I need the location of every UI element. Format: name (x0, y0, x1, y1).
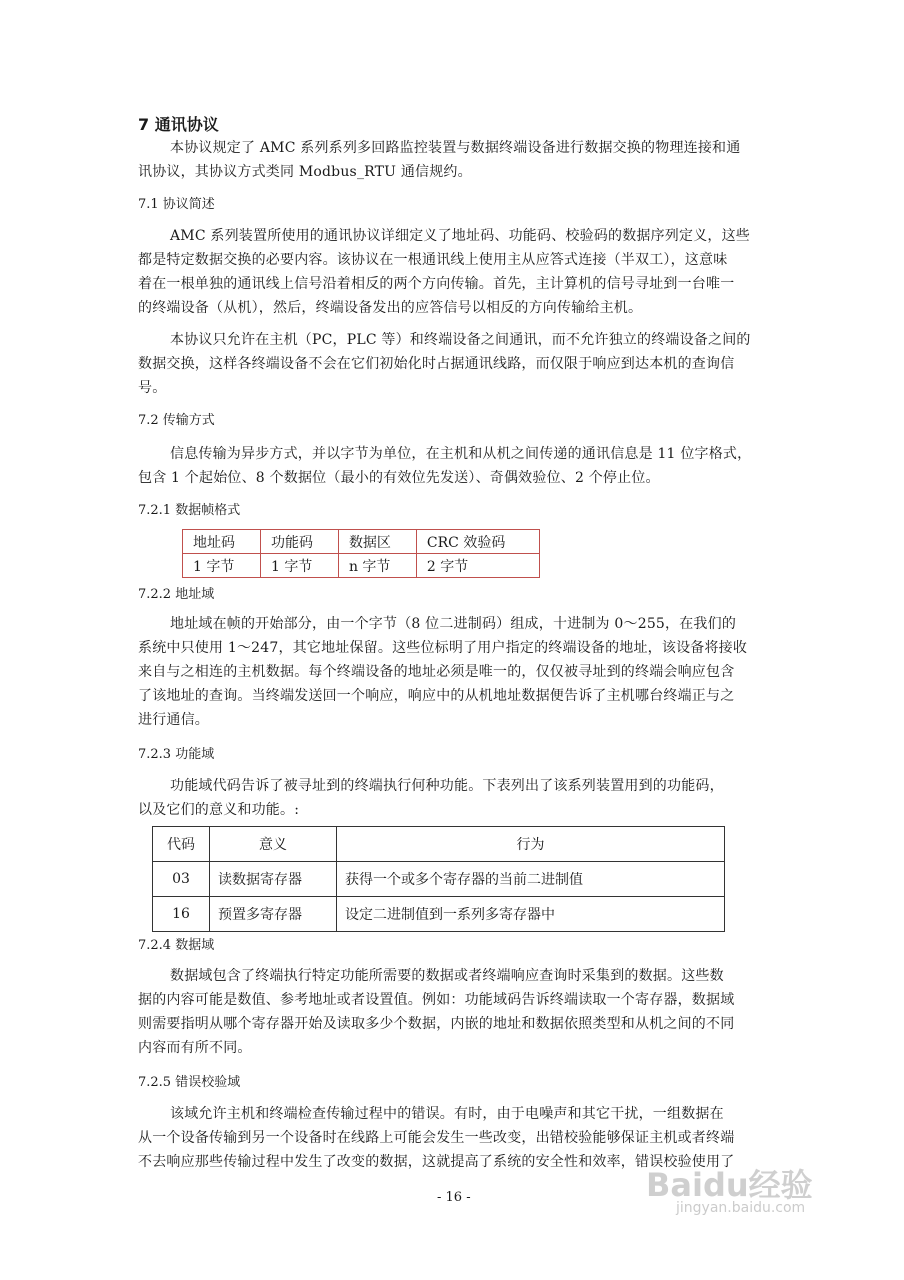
paragraph-line: 的终端设备（从机），然后，终端设备发出的应答信号以相反的方向传输给主机。 (138, 300, 643, 316)
table-cell: 地址码 (183, 530, 261, 554)
table-cell: 2 字节 (416, 554, 539, 578)
table-row (183, 554, 540, 578)
section-7-2-title: 7.2 传输方式 (138, 413, 215, 428)
table-cell: 读数据寄存器 (210, 862, 337, 897)
table-cell: CRC 效验码 (416, 530, 539, 554)
table-header-row (153, 827, 725, 862)
paragraph-line: 包含 1 个起始位、8 个数据位（最小的有效位先发送）、奇偶效验位、2 个停止位。 (138, 470, 660, 486)
frame-format-table (182, 529, 540, 578)
table-cell: n 字节 (338, 554, 416, 578)
paragraph-line: 都是特定数据交换的必要内容。该协议在一根通讯线上使用主从应答式连接（半双工），这意味 (138, 252, 728, 268)
section-7-2-2-title: 7.2.2 地址域 (138, 587, 215, 602)
paragraph-line: 内容而有所不同。 (138, 1040, 252, 1056)
paragraph-line: AMC 系列装置所使用的通讯协议详细定义了地址码、功能码、校验码的数据序列定义，这些 (170, 228, 751, 244)
paragraph-line: 本协议规定了 AMC 系列系列多回路监控装置与数据终端设备进行数据交换的物理连接和通 (170, 140, 741, 156)
watermark-url: jingyan.baidu.com (676, 1200, 806, 1216)
paragraph-line: 则需要指明从哪个寄存器开始及读取多少个数据，内嵌的地址和数据依照类型和从机之间的不同 (138, 1016, 735, 1032)
section-7-2-1-title: 7.2.1 数据帧格式 (138, 503, 241, 518)
table-cell: 代码 (153, 827, 210, 862)
table-cell: 行为 (337, 827, 725, 862)
section-7-2-4-title: 7.2.4 数据域 (138, 938, 215, 953)
paragraph-line: 不去响应那些传输过程中发生了改变的数据，这就提高了系统的安全性和效率，错误校验使用了 (138, 1154, 735, 1170)
section-7-title: 7 通讯协议 (138, 115, 219, 134)
paragraph-line: 以及它们的意义和功能。: (138, 802, 300, 818)
paragraph-line: 着在一根单独的通讯线上信号沿着相反的两个方向传输。首先，主计算机的信号寻址到一台唯一 (138, 276, 735, 292)
paragraph-line: 功能域代码告诉了被寻址到的终端执行何种功能。下表列出了该系列装置用到的功能码， (170, 778, 724, 794)
table-cell: 数据区 (338, 530, 416, 554)
paragraph-line: 系统中只使用 1～247，其它地址保留。这些位标明了用户指定的终端设备的地址，该设备将接收 (138, 640, 748, 656)
paragraph-line: 讯协议，其协议方式类同 Modbus_RTU 通信规约。 (138, 164, 472, 180)
paragraph-line: 进行通信。 (138, 712, 209, 728)
table-cell: 获得一个或多个寄存器的当前二进制值 (337, 862, 725, 897)
table-cell: 意义 (210, 827, 337, 862)
paragraph-line: 来自与之相连的主机数据。每个终端设备的地址必须是唯一的，仅仅被寻址到的终端会响应包含 (138, 664, 735, 680)
table-cell: 03 (153, 862, 210, 897)
paragraph-line: 该域允许主机和终端检查传输过程中的错误。有时，由于电噪声和其它干扰，一组数据在 (170, 1106, 724, 1122)
baidu-watermark-logo: Baidu经验 (646, 1166, 813, 1204)
page-number: - 16 - (437, 1190, 471, 1205)
paragraph-line: 了该地址的查询。当终端发送回一个响应，响应中的从机地址数据便告诉了主机哪台终端正与之 (138, 688, 735, 704)
table-cell: 预置多寄存器 (210, 897, 337, 932)
paragraph-line: 数据交换，这样各终端设备不会在它们初始化时占据通讯线路，而仅限于响应到达本机的查询信 (138, 356, 735, 372)
paragraph-line: 信息传输为异步方式，并以字节为单位，在主机和从机之间传递的通讯信息是 11 位字格式， (170, 446, 752, 462)
paragraph-line: 地址域在帧的开始部分，由一个字节（8 位二进制码）组成，十进制为 0～255，在我们的 (170, 616, 737, 632)
section-7-1-title: 7.1 协议简述 (138, 197, 215, 212)
table-header-row (183, 530, 540, 554)
paragraph-line: 从一个设备传输到另一个设备时在线路上可能会发生一些改变，出错校验能够保证主机或者终端 (138, 1130, 735, 1146)
table-row (153, 897, 725, 932)
section-7-2-5-title: 7.2.5 错误校验域 (138, 1075, 241, 1090)
table-row (153, 862, 725, 897)
table-cell: 1 字节 (183, 554, 261, 578)
paragraph-line: 本协议只允许在主机（PC，PLC 等）和终端设备之间通讯，而不允许独立的终端设备之间的 (170, 332, 751, 348)
paragraph-line: 号。 (138, 380, 167, 396)
table-cell: 1 字节 (260, 554, 338, 578)
table-cell: 功能码 (260, 530, 338, 554)
section-7-2-3-title: 7.2.3 功能域 (138, 747, 215, 762)
paragraph-line: 据的内容可能是数值、参考地址或者设置值。例如：功能域码告诉终端读取一个寄存器，数据域 (138, 992, 735, 1008)
table-cell: 16 (153, 897, 210, 932)
paragraph-line: 数据域包含了终端执行特定功能所需要的数据或者终端响应查询时采集到的数据。这些数 (170, 968, 724, 984)
table-cell: 设定二进制值到一系列多寄存器中 (337, 897, 725, 932)
function-code-table (152, 826, 725, 932)
